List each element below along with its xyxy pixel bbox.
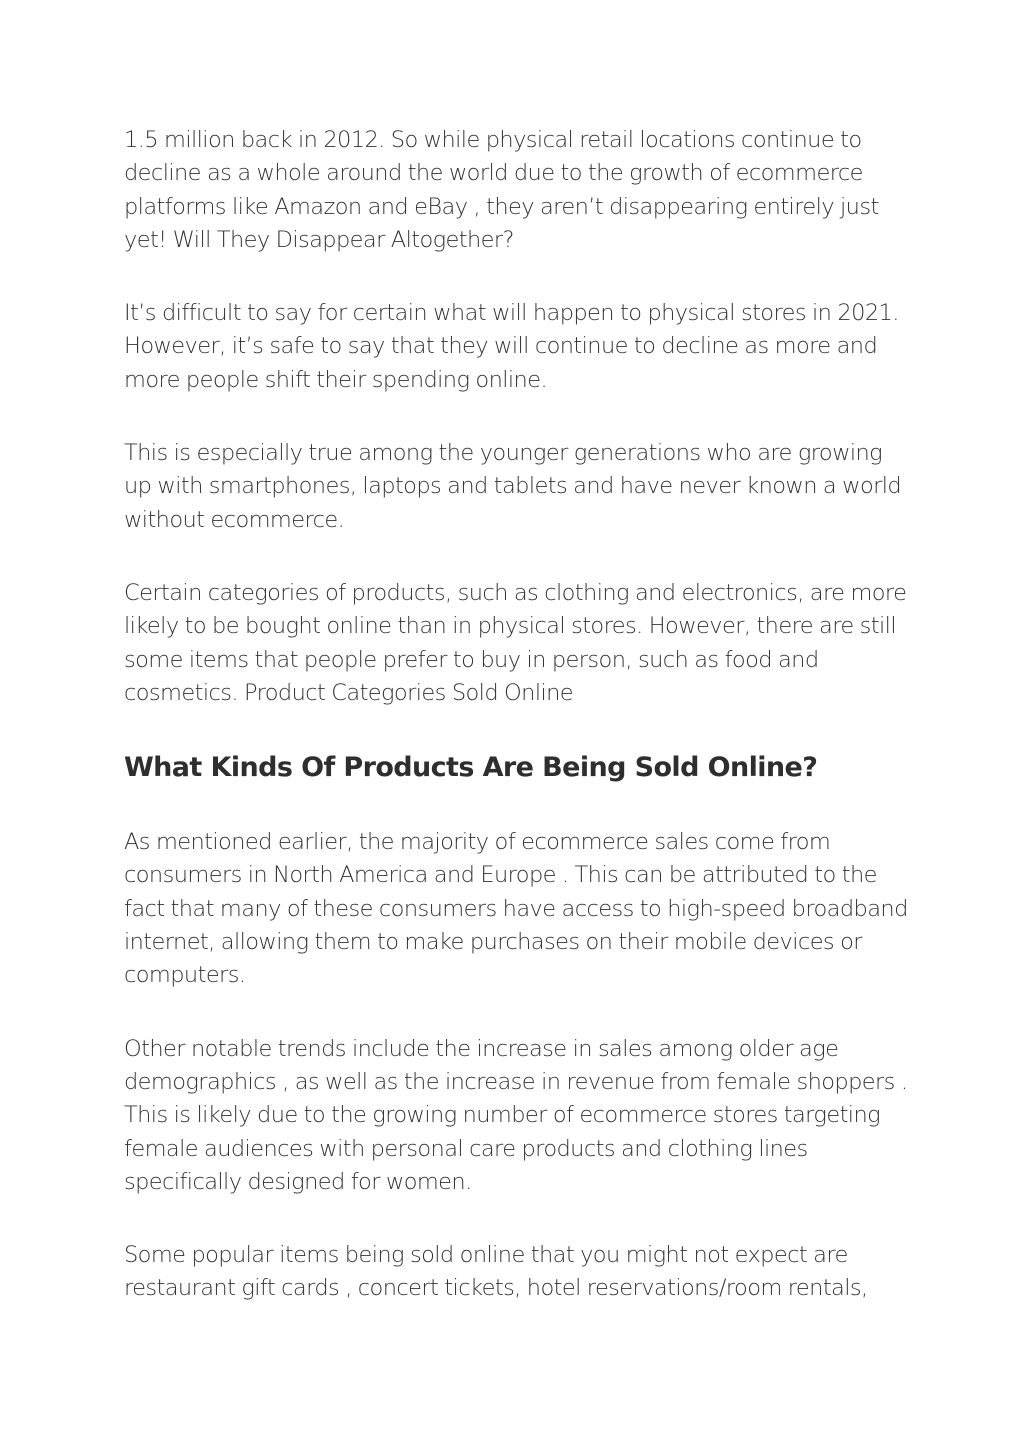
paragraph-1: 1.5 million back in 2012. So while physical retail locations continue to decline as a whole around the world due to the growth of ecommerce platforms like Amazon and eBay , they aren’t disappearing entirely just yet! Will They Disappear Altogether?: [124, 127, 879, 253]
paragraph-3: This is especially true among the younger generations who are growing up with smartphones, laptops and tablets and have never known a world without ecommerce.: [124, 440, 902, 533]
paragraph-6: Other notable trends include the increase in sales among older age demographics , as well as the increase in revenue from female shoppers . This is likely due to the growing number of ecommerce stores targeting female audiences with personal care products and clothing lines specifically designed for women.: [124, 1035, 908, 1195]
paragraph-7: Some popular items being sold online that you might not expect are restaurant gift cards , concert tickets, hotel reservations/room rentals,: [124, 1242, 868, 1302]
paragraph-2: It’s difficult to say for certain what will happen to physical stores in 2021. However, it’s safe to say that they will continue to decline as more and more people shift their spending online.: [124, 300, 899, 393]
paragraph-5: As mentioned earlier, the majority of ecommerce sales come from consumers in North America and Europe . This can be attributed to the fact that many of these consumers have access to high-speed broadband internet, allowing them to make purchases on their mobile devices or computers.: [124, 829, 908, 989]
section-heading: What Kinds Of Products Are Being Sold Online?: [124, 752, 818, 784]
paragraph-4: Certain categories of products, such as clothing and electronics, are more likely to be bought online than in physical stores. However, there are still some items that people prefer to buy in person, such as food and cosmetics. Product Categories Sold Online: [124, 579, 907, 706]
document-page: [124, 124, 914, 1346]
